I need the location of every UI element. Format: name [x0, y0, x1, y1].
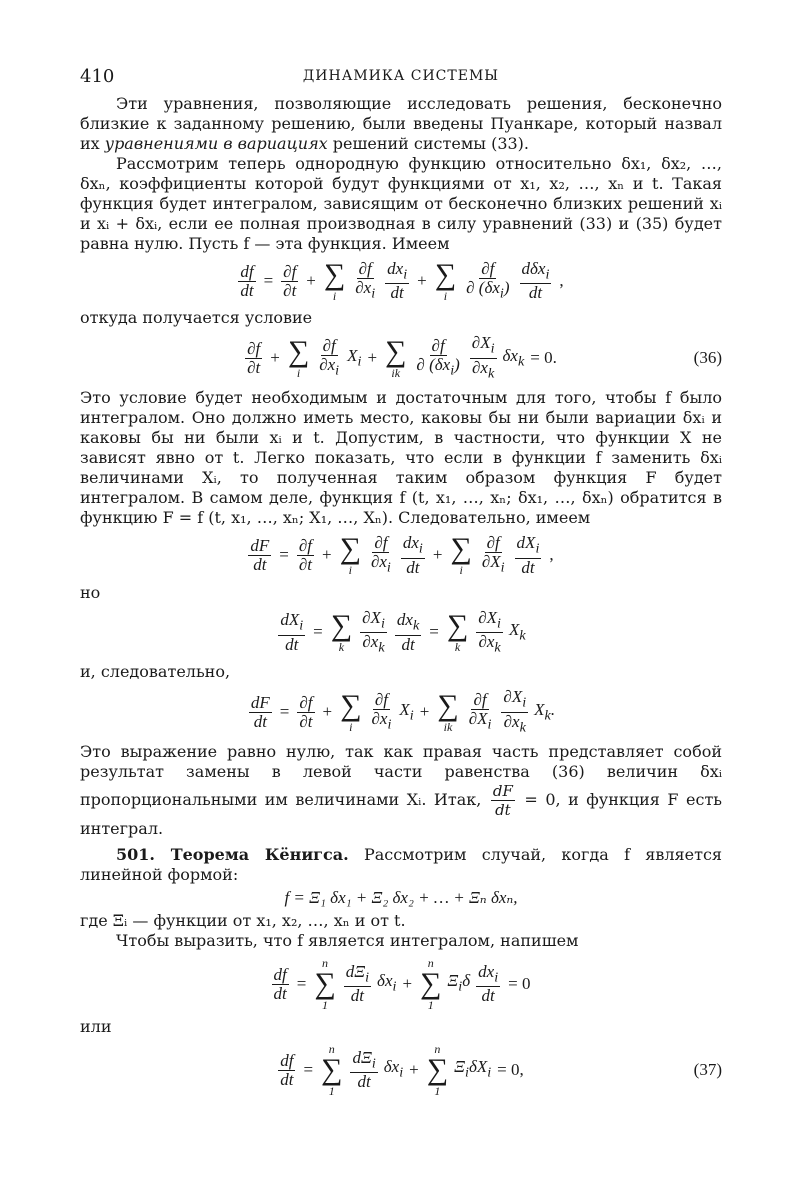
equation-linear-form: f = Ξ₁ δx₁ + Ξ₂ δx₂ + … + Ξₙ δxₙ, — [284, 888, 518, 908]
text-or: или — [80, 1017, 112, 1037]
section-501 — [80, 845, 722, 885]
paragraph-3: Это условие будет необходимым и достаточным для того, чтобы f было интегралом. Оно должно иметь место, каковы бы ни были вариации δxᵢ и каковы бы ни были xᵢ и t. Допустим, в частности, что функции X не зависят явно от t. Легко показать, что если в функции f заменить δxᵢ величинами Xᵢ, то полученная таким образом функция F будет интегралом. В самом деле, функция f (t, x₁, …, xₙ; δx₁, …, δxₙ) обратится в функцию F = f (t, x₁, …, xₙ; X₁, …, Xₙ). Следовательно, имеем — [80, 388, 722, 528]
paragraph-1-text-a: Эти уравнения, позволяющие исследовать решения, бесконечно близкие к заданному решению, были введены Пуанкаре, который назвал их — [80, 94, 722, 153]
page-number: 410 — [80, 66, 115, 87]
equation-dF-dt-final: $\frac{dF}{dt}$ = $\frac{\partial f}{\partial t}$ + ∑ i $\frac{\partial f}{\partial x_i}$ $X_i$ + ∑ ik $\frac{\partial f}{\partial X_i}$ $\frac{\partial X_i}{\partial x_k}$ $X_k$. — [250, 687, 556, 736]
equation-df-dt: $\frac{df}{dt}$ = $\frac{\partial f}{\partial t}$ + ∑ i $\frac{\partial f}{\partial x_i}$ $\frac{dx_i}{dt}$ + ∑ i $\frac{\partial f}{\partial (\delta x_i)}$ $\frac{d\delta x_i}{dt}$ , — [240, 258, 564, 304]
page — [80, 66, 722, 1103]
paragraph-6: Чтобы выразить, что f является интегралом, напишем — [116, 931, 579, 951]
paragraph-1 — [80, 94, 722, 154]
paragraph-5: где Ξᵢ — функции от x₁, x₂, …, xₙ и от t. — [80, 911, 406, 931]
equation-integral-a: $\frac{df}{dt}$ = n ∑ 1 $\frac{d\Xi_i}{dt}$ $\delta x_i$ + n ∑ 1 $\Xi_i\delta$ $\frac{dx_i}{dt}$ = 0 — [273, 956, 531, 1013]
text-but: но — [80, 582, 101, 602]
running-title: ДИНАМИКА СИСТЕМЫ — [302, 68, 500, 84]
text-condition: откуда получается условие — [80, 308, 313, 328]
equation-36: $\frac{\partial f}{\partial t}$ + ∑ i $\frac{\partial f}{\partial x_i}$ $X_i$ + ∑ ik $\frac{\partial f}{\partial (\delta x_i)}$ $\frac{\partial X_i}{\partial x_k}$ $\delta x_k$ = 0. (36) — [247, 333, 722, 382]
paragraph-4: Это выражение равно нулю, так как правая часть представляет собой результат замены в левой части равенства (36) величин δxᵢ пропорциональными им величинами Xᵢ. Итак, $\frac{dF}{dt}$ = 0, и функция F есть интеграл. — [80, 742, 723, 839]
equation-dF-dt: $\frac{dF}{dt}$ = $\frac{\partial f}{\partial t}$ + ∑ i $\frac{\partial f}{\partial x_i}$ $\frac{dx_i}{dt}$ + ∑ i $\frac{\partial f}{\partial X_i}$ $\frac{dX_i}{dt}$ , — [250, 532, 554, 578]
paragraph-1-emphasis: уравнениями в вариациях — [104, 134, 328, 153]
paragraph-4-text-b: = 0, и функция F есть интеграл. — [80, 790, 723, 839]
paragraph-2: Рассмотрим теперь однородную функцию относительно δx₁, δx₂, …, δxₙ, коэффициенты которой будут функциями от x₁, x₂, …, xₙ и t. Такая функция будет интегралом, зависящим от бесконечно близких решений xᵢ и xᵢ + δxᵢ, если ее полная производная в силу уравнений (33) и (35) будет равна нулю. Пусть f — эта функция. Имеем — [80, 154, 722, 253]
section-501-text: Рассмотрим случай, когда f является линейной формой: — [80, 845, 723, 885]
running-header — [80, 66, 722, 94]
paragraph-4-text-a: Это выражение равно нулю, так как правая часть представляет собой результат замены в левой части равенства (36) величин δxᵢ пропорциональными им величинами Xᵢ. Итак, — [80, 742, 722, 810]
equation-36-tag: (36) — [693, 348, 722, 368]
equation-dX-dt: $\frac{dX_i}{dt}$ = ∑ k $\frac{\partial X_i}{\partial x_k}$ $\frac{dx_k}{dt}$ = ∑ k $\frac{\partial X_i}{\partial x_k}$ $X_k$ — [280, 607, 526, 656]
section-501-title: 501. Теорема Кёнигса. — [116, 845, 349, 865]
equation-37-tag: (37) — [693, 1060, 722, 1080]
paragraph-1-text-b: решений системы (33). — [327, 134, 530, 153]
equation-37: $\frac{df}{dt}$ = n ∑ 1 $\frac{d\Xi_i}{dt}$ $\delta x_i$ + n ∑ 1 $\Xi_i\delta X_i$ = 0, (37) — [280, 1042, 722, 1099]
text-consequently: и, следовательно, — [80, 662, 231, 682]
